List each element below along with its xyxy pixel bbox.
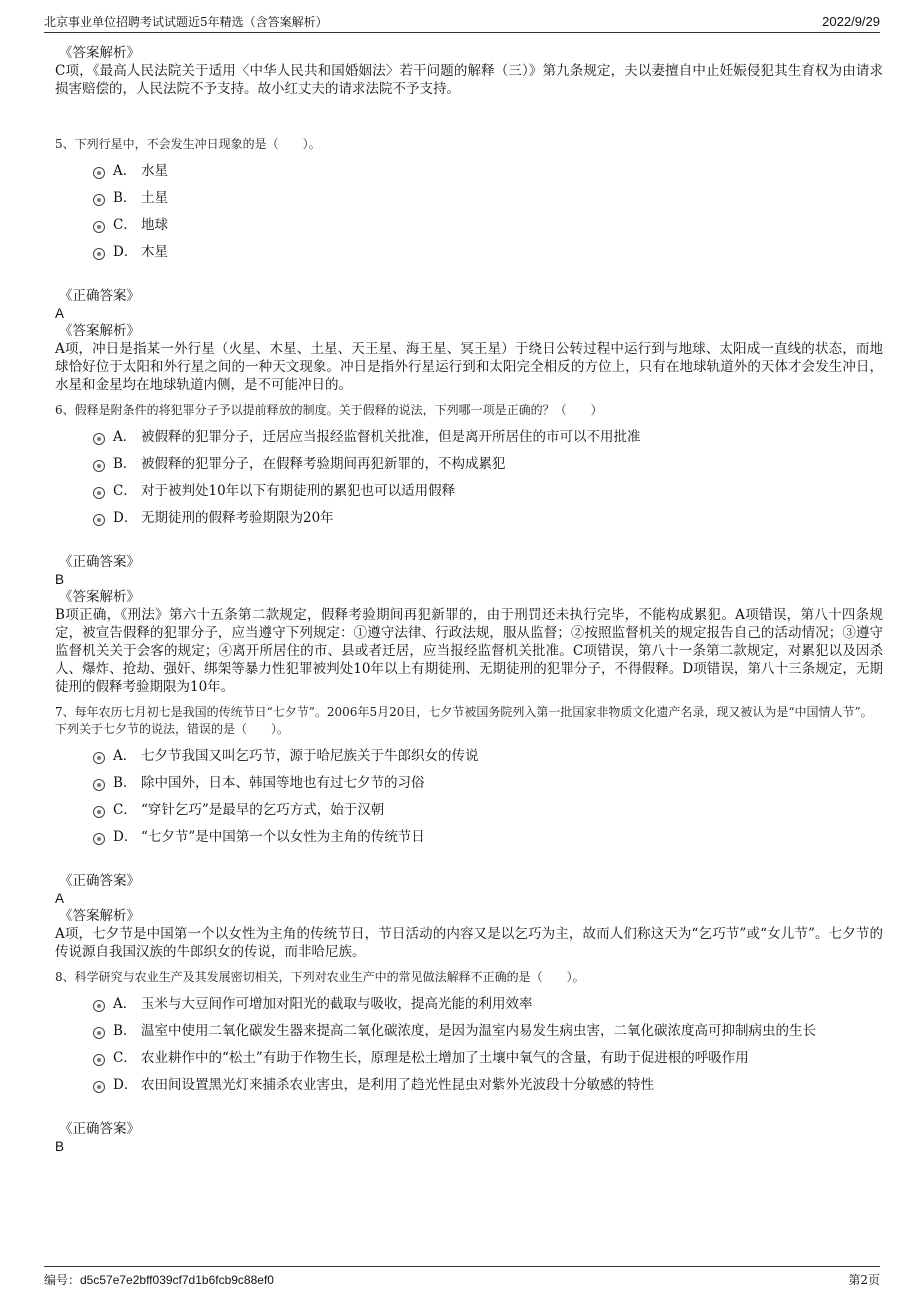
q7-analysis: A项，七夕节是中国第一个以女性为主角的传统节日，节日活动的内容又是以乞巧为主，故而人们称这天为“乞巧节”或“女儿节”。七夕节的传说源自我国汉族的牛郎织女的传说，而非哈尼族。 — [55, 926, 883, 960]
analysis-label: 《答案解析》 — [59, 589, 140, 605]
q5-option-b[interactable]: B． 土星 — [93, 189, 883, 207]
radio-icon[interactable] — [93, 833, 105, 845]
q6-options — [93, 428, 883, 527]
q6-option-d[interactable]: D． 无期徒刑的假释考验期限为20年 — [93, 509, 883, 527]
q8-answer: B — [55, 1139, 65, 1154]
document-code: 编号：d5c57e7e2bff039cf7d1b6fcb9c88ef0 — [44, 1272, 274, 1287]
q7-answer: A — [55, 891, 65, 906]
radio-icon[interactable] — [93, 752, 105, 764]
q5-option-c[interactable]: C． 地球 — [93, 216, 883, 234]
answer-label: 《正确答案》 — [59, 1121, 140, 1137]
analysis-label: 《答案解析》 — [59, 45, 140, 61]
q5-question: 5、下列行星中，不会发生冲日现象的是（ ）。 — [55, 137, 321, 151]
radio-icon[interactable] — [93, 779, 105, 791]
radio-icon[interactable] — [93, 433, 105, 445]
q5-answer: A — [55, 306, 65, 321]
radio-icon[interactable] — [93, 248, 105, 260]
q6-option-c[interactable]: C． 对于被判处10年以下有期徒刑的累犯也可以适用假释 — [93, 482, 883, 500]
page-content — [55, 44, 883, 1155]
page-footer — [44, 1266, 880, 1291]
q5-options — [93, 162, 883, 261]
document-date: 2022/9/29 — [822, 13, 880, 29]
document-title: 北京事业单位招聘考试试题近5年精选（含答案解析） — [44, 14, 328, 29]
q8-option-d[interactable]: D． 农田间设置黑光灯来捕杀农业害虫，是利用了趋光性昆虫对紫外光波段十分敏感的特性 — [93, 1076, 883, 1094]
q7-question: 7、每年农历七月初七是我国的传统节日“七夕节”。2006年5月20日，七夕节被国务院列入第一批国家非物质文化遗产名录，现又被认为是“中国情人节”。 — [55, 705, 873, 719]
analysis-label: 《答案解析》 — [59, 908, 140, 924]
q4-analysis: C项，《最高人民法院关于适用〈中华人民共和国婚姻法〉若干问题的解释（三）》第九条规定，夫以妻擅自中止妊娠侵犯其生育权为由请求损害赔偿的，人民法院不予支持。故小红丈夫的请求法院不予支持。 — [55, 63, 883, 97]
q6-option-b[interactable]: B． 被假释的犯罪分子，在假释考验期间再犯新罪的，不构成累犯 — [93, 455, 883, 473]
q7-option-d[interactable]: D． “七夕节”是中国第一个以女性为主角的传统节日 — [93, 828, 883, 846]
radio-icon[interactable] — [93, 1000, 105, 1012]
q7-question-sub: 下列关于七夕节的说法，错误的是（ ）。 — [55, 722, 290, 736]
radio-icon[interactable] — [93, 514, 105, 526]
q8-option-a[interactable]: A． 玉米与大豆间作可增加对阳光的截取与吸收，提高光能的利用效率 — [93, 995, 883, 1013]
analysis-label: 《答案解析》 — [59, 323, 140, 339]
q7-option-b[interactable]: B． 除中国外，日本、韩国等地也有过七夕节的习俗 — [93, 774, 883, 792]
answer-label: 《正确答案》 — [59, 288, 140, 304]
radio-icon[interactable] — [93, 806, 105, 818]
q8-option-b[interactable]: B． 温室中使用二氧化碳发生器来提高二氧化碳浓度，是因为温室内易发生病虫害，二氧化碳浓度高可抑制病虫的生长 — [93, 1022, 883, 1040]
radio-icon[interactable] — [93, 1081, 105, 1093]
q6-question: 6、假释是附条件的将犯罪分子予以提前释放的制度。关于假释的说法，下列哪一项是正确的？（ ） — [55, 403, 603, 417]
answer-label: 《正确答案》 — [59, 873, 140, 889]
q8-option-c[interactable]: C． 农业耕作中的“松土”有助于作物生长，原理是松土增加了土壤中氧气的含量，有助于促进根的呼吸作用 — [93, 1049, 883, 1067]
q8-question: 8、科学研究与农业生产及其发展密切相关，下列对农业生产中的常见做法解释不正确的是（ ）。 — [55, 970, 585, 984]
q6-answer: B — [55, 572, 65, 587]
page-number: 第2页 — [848, 1272, 880, 1287]
radio-icon[interactable] — [93, 1054, 105, 1066]
q7-option-c[interactable]: C． “穿针乞巧”是最早的乞巧方式，始于汉朝 — [93, 801, 883, 819]
answer-label: 《正确答案》 — [59, 554, 140, 570]
q5-option-a[interactable]: A． 水星 — [93, 162, 883, 180]
page-header — [44, 10, 880, 33]
radio-icon[interactable] — [93, 487, 105, 499]
radio-icon[interactable] — [93, 194, 105, 206]
q7-option-a[interactable]: A． 七夕节我国又叫乞巧节，源于哈尼族关于牛郎织女的传说 — [93, 747, 883, 765]
q5-option-d[interactable]: D． 木星 — [93, 243, 883, 261]
radio-icon[interactable] — [93, 1027, 105, 1039]
q6-analysis: B项正确，《刑法》第六十五条第二款规定，假释考验期间再犯新罪的，由于刑罚还未执行完毕，不能构成累犯。A项错误，第八十四条规定，被宣告假释的犯罪分子，应当遵守下列规定：①遵守法律、行政法规，服从监督；②按照监督机关的规定报告自己的活动情况；③遵守监督机关关于会客的规定；④离开所居住的市、县或者迁居，应当报经监督机关批准。C项错误，第八十一条第二款规定，对累犯以及因杀人、爆炸、抢劫、强奸、绑架等暴力性犯罪被判处10年以上有期徒刑、无期徒刑的犯罪分子，不得假释。D项错误，第八十三条规定，无期徒刑的假释考验期限为10年。 — [55, 607, 883, 695]
q7-options — [93, 747, 883, 846]
q5-analysis: A项，冲日是指某一外行星（火星、木星、土星、天王星、海王星、冥王星）于绕日公转过程中运行到与地球、太阳成一直线的状态，而地球恰好位于太阳和外行星之间的一种天文现象。冲日是指外行星运行到和太阳完全相反的方位上，只有在地球轨道外的天体才会发生冲日，水星和金星均在地球轨道内侧，是不可能冲日的。 — [55, 341, 883, 393]
q8-options — [93, 995, 883, 1094]
radio-icon[interactable] — [93, 460, 105, 472]
q6-option-a[interactable]: A． 被假释的犯罪分子，迁居应当报经监督机关批准，但是离开所居住的市可以不用批准 — [93, 428, 883, 446]
radio-icon[interactable] — [93, 221, 105, 233]
radio-icon[interactable] — [93, 167, 105, 179]
